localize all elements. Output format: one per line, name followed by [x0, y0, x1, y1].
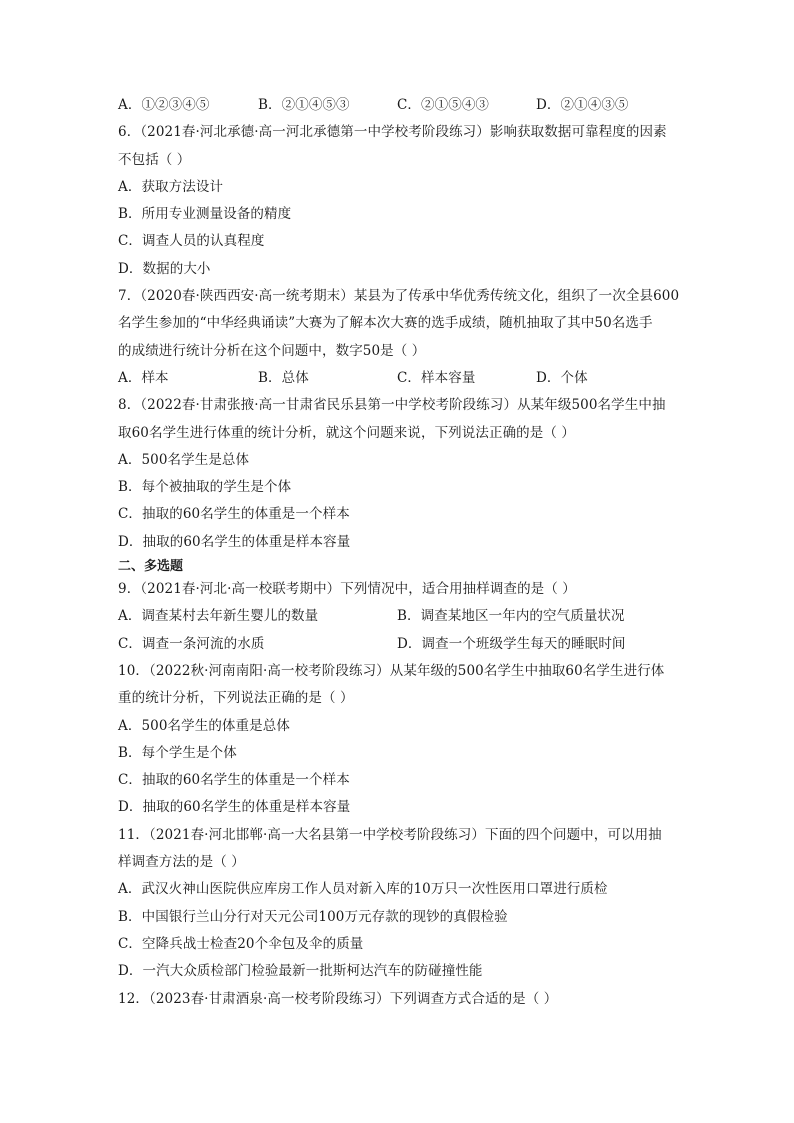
- q5-options: [118, 92, 678, 119]
- q10-option-c: C．抽取的60名学生的体重是一个样本: [118, 772, 350, 789]
- q8-option-b: B．每个被抽取的学生是个体: [118, 479, 292, 496]
- q6-option-a: A．获取方法设计: [118, 178, 224, 195]
- q5-option-d: D．②①④③⑤: [536, 97, 629, 113]
- q9-option-c: C．调查一条河流的水质: [118, 635, 265, 652]
- q9-stem-line1: 9．（2021春·河北·高一校联考期中）下列情况中，适合用抽样调查的是（ ）: [118, 581, 576, 598]
- q11-option-c: C．空降兵战士检查20个伞包及伞的质量: [118, 935, 364, 952]
- q8-option-c: C．抽取的60名学生的体重是一个样本: [118, 506, 350, 523]
- q8-option-a: A．500名学生是总体: [118, 451, 250, 468]
- q7-option-c: C．样本容量: [397, 369, 476, 386]
- q6-stem-line1: 6．（2021春·河北承德·高一河北承德第一中学校考阶段练习）影响获取数据可靠程度的因素: [118, 124, 667, 141]
- q10-stem-line2: 重的统计分析，下列说法正确的是（ ）: [118, 690, 354, 707]
- q5-option-c: C．②①⑤④③: [397, 97, 490, 113]
- q8-option-d: D．抽取的60名学生的体重是样本容量: [118, 533, 351, 550]
- q8-stem-line1: 8．（2022春·甘肃张掖·高一甘肃省民乐县第一中学校考阶段练习）从某年级500名学生中抽: [118, 397, 666, 414]
- q11-stem-line1: 11．（2021春·河北邯郸·高一大名县第一中学校考阶段练习）下面的四个问题中，可以用抽: [118, 826, 662, 843]
- q6-option-d: D．数据的大小: [118, 260, 211, 277]
- q6-option-b: B．所用专业测量设备的精度: [118, 206, 292, 223]
- q7-options: [118, 365, 678, 392]
- q10-option-a: A．500名学生的体重是总体: [118, 717, 290, 734]
- q9-option-d: D．调查一个班级学生每天的睡眠时间: [397, 635, 626, 652]
- q10-stem-line1: 10．（2022秋·河南南阳·高一校考阶段练习）从某年级的500名学生中抽取60名学生进行体: [118, 662, 665, 679]
- q11-option-a: A．武汉火神山医院供应库房工作人员对新入库的10万只一次性医用口罩进行质检: [118, 881, 608, 898]
- q9-option-b: B．调查某地区一年内的空气质量状况: [397, 608, 625, 625]
- q9-options-row2: [118, 631, 678, 658]
- q9-option-a: A．调查某村去年新生婴儿的数量: [118, 608, 319, 625]
- section-heading-multiple-choice: 二、多选题: [118, 559, 184, 575]
- q7-option-b: B．总体: [258, 369, 309, 386]
- q7-stem-line3: 的成绩进行统计分析在这个问题中，数字50是（ ）: [118, 342, 426, 359]
- q9-options-row1: [118, 603, 678, 630]
- q7-stem-line2: 名学生参加的“中华经典诵读”大赛为了解本次大赛的选手成绩，随机抽取了其中50名选手: [118, 315, 653, 332]
- q7-option-d: D．个体: [536, 369, 588, 386]
- q5-option-b: B．②①④⑤③: [258, 97, 350, 113]
- q6-stem-line2: 不包括（ ）: [118, 151, 191, 168]
- q6-option-c: C．调查人员的认真程度: [118, 233, 265, 250]
- q7-stem-line1: 7．（2020春·陕西西安·高一统考期末）某县为了传承中华优秀传统文化，组织了一次全县600: [118, 288, 680, 305]
- q10-option-b: B．每个学生是个体: [118, 744, 237, 761]
- question-list: [118, 92, 678, 1013]
- q7-option-a: A．样本: [118, 369, 169, 386]
- q12-stem-line1: 12．（2023春·甘肃酒泉·高一校考阶段练习）下列调查方式合适的是（ ）: [118, 990, 558, 1007]
- q11-option-d: D．一汽大众质检部门检验最新一批斯柯达汽车的防碰撞性能: [118, 963, 483, 980]
- q11-option-b: B．中国银行兰山分行对天元公司100万元存款的现钞的真假检验: [118, 908, 508, 925]
- q5-option-a: A．①②③④⑤: [118, 97, 210, 113]
- q11-stem-line2: 样调查方法的是（ ）: [118, 854, 245, 871]
- q10-option-d: D．抽取的60名学生的体重是样本容量: [118, 799, 351, 816]
- q8-stem-line2: 取60名学生进行体重的统计分析，就这个问题来说，下列说法正确的是（ ）: [118, 424, 575, 441]
